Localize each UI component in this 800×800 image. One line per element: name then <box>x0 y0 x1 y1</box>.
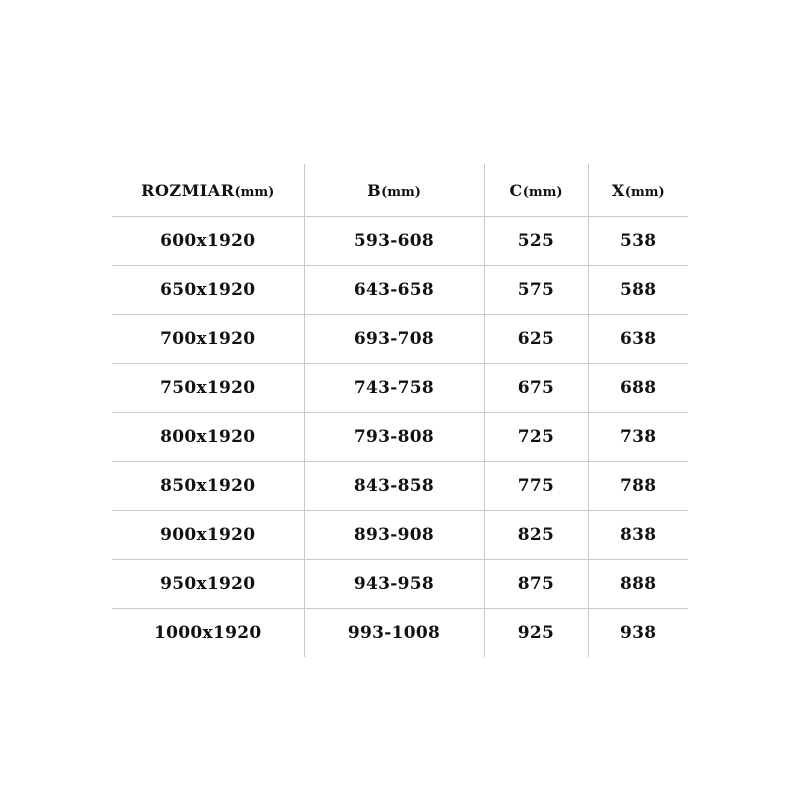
column-header-rozmiar-label: ROZMIAR <box>141 180 235 200</box>
cell-b: 943-958 <box>304 560 484 609</box>
column-header-c <box>484 164 588 217</box>
cell-x: 688 <box>588 364 688 413</box>
cell-c: 775 <box>484 462 588 511</box>
cell-rozmiar: 1000x1920 <box>112 609 304 658</box>
cell-b: 993-1008 <box>304 609 484 658</box>
cell-c: 725 <box>484 413 588 462</box>
cell-b: 643-658 <box>304 266 484 315</box>
table-row <box>112 217 688 266</box>
cell-x: 738 <box>588 413 688 462</box>
cell-x: 588 <box>588 266 688 315</box>
table-row <box>112 462 688 511</box>
table-row <box>112 511 688 560</box>
table-row <box>112 609 688 658</box>
table-row <box>112 364 688 413</box>
table-row <box>112 413 688 462</box>
size-table-container <box>112 164 688 657</box>
cell-x: 788 <box>588 462 688 511</box>
cell-c: 525 <box>484 217 588 266</box>
column-header-x <box>588 164 688 217</box>
column-header-c-unit: (mm) <box>522 184 563 200</box>
cell-b: 893-908 <box>304 511 484 560</box>
column-header-b-unit: (mm) <box>381 184 421 200</box>
cell-x: 888 <box>588 560 688 609</box>
table-row <box>112 560 688 609</box>
cell-b: 693-708 <box>304 315 484 364</box>
column-header-x-unit: (mm) <box>624 184 665 200</box>
cell-c: 675 <box>484 364 588 413</box>
column-header-rozmiar <box>112 164 304 217</box>
cell-rozmiar: 750x1920 <box>112 364 304 413</box>
cell-b: 593-608 <box>304 217 484 266</box>
cell-rozmiar: 700x1920 <box>112 315 304 364</box>
cell-rozmiar: 800x1920 <box>112 413 304 462</box>
column-header-c-label: C <box>509 180 523 200</box>
column-header-x-label: X <box>611 180 625 200</box>
cell-c: 925 <box>484 609 588 658</box>
column-header-b-label: B <box>367 180 382 200</box>
cell-rozmiar: 600x1920 <box>112 217 304 266</box>
cell-c: 625 <box>484 315 588 364</box>
cell-c: 825 <box>484 511 588 560</box>
column-header-b <box>304 164 484 217</box>
cell-c: 875 <box>484 560 588 609</box>
cell-b: 843-858 <box>304 462 484 511</box>
table-row <box>112 266 688 315</box>
cell-rozmiar: 850x1920 <box>112 462 304 511</box>
cell-x: 838 <box>588 511 688 560</box>
cell-x: 638 <box>588 315 688 364</box>
size-specification-table <box>112 164 688 657</box>
cell-x: 538 <box>588 217 688 266</box>
table-row <box>112 315 688 364</box>
cell-rozmiar: 900x1920 <box>112 511 304 560</box>
cell-b: 743-758 <box>304 364 484 413</box>
table-header-row <box>112 164 688 217</box>
cell-rozmiar: 650x1920 <box>112 266 304 315</box>
table-header <box>112 164 688 217</box>
cell-b: 793-808 <box>304 413 484 462</box>
cell-c: 575 <box>484 266 588 315</box>
table-body <box>112 217 688 658</box>
cell-x: 938 <box>588 609 688 658</box>
column-header-rozmiar-unit: (mm) <box>234 184 275 200</box>
cell-rozmiar: 950x1920 <box>112 560 304 609</box>
